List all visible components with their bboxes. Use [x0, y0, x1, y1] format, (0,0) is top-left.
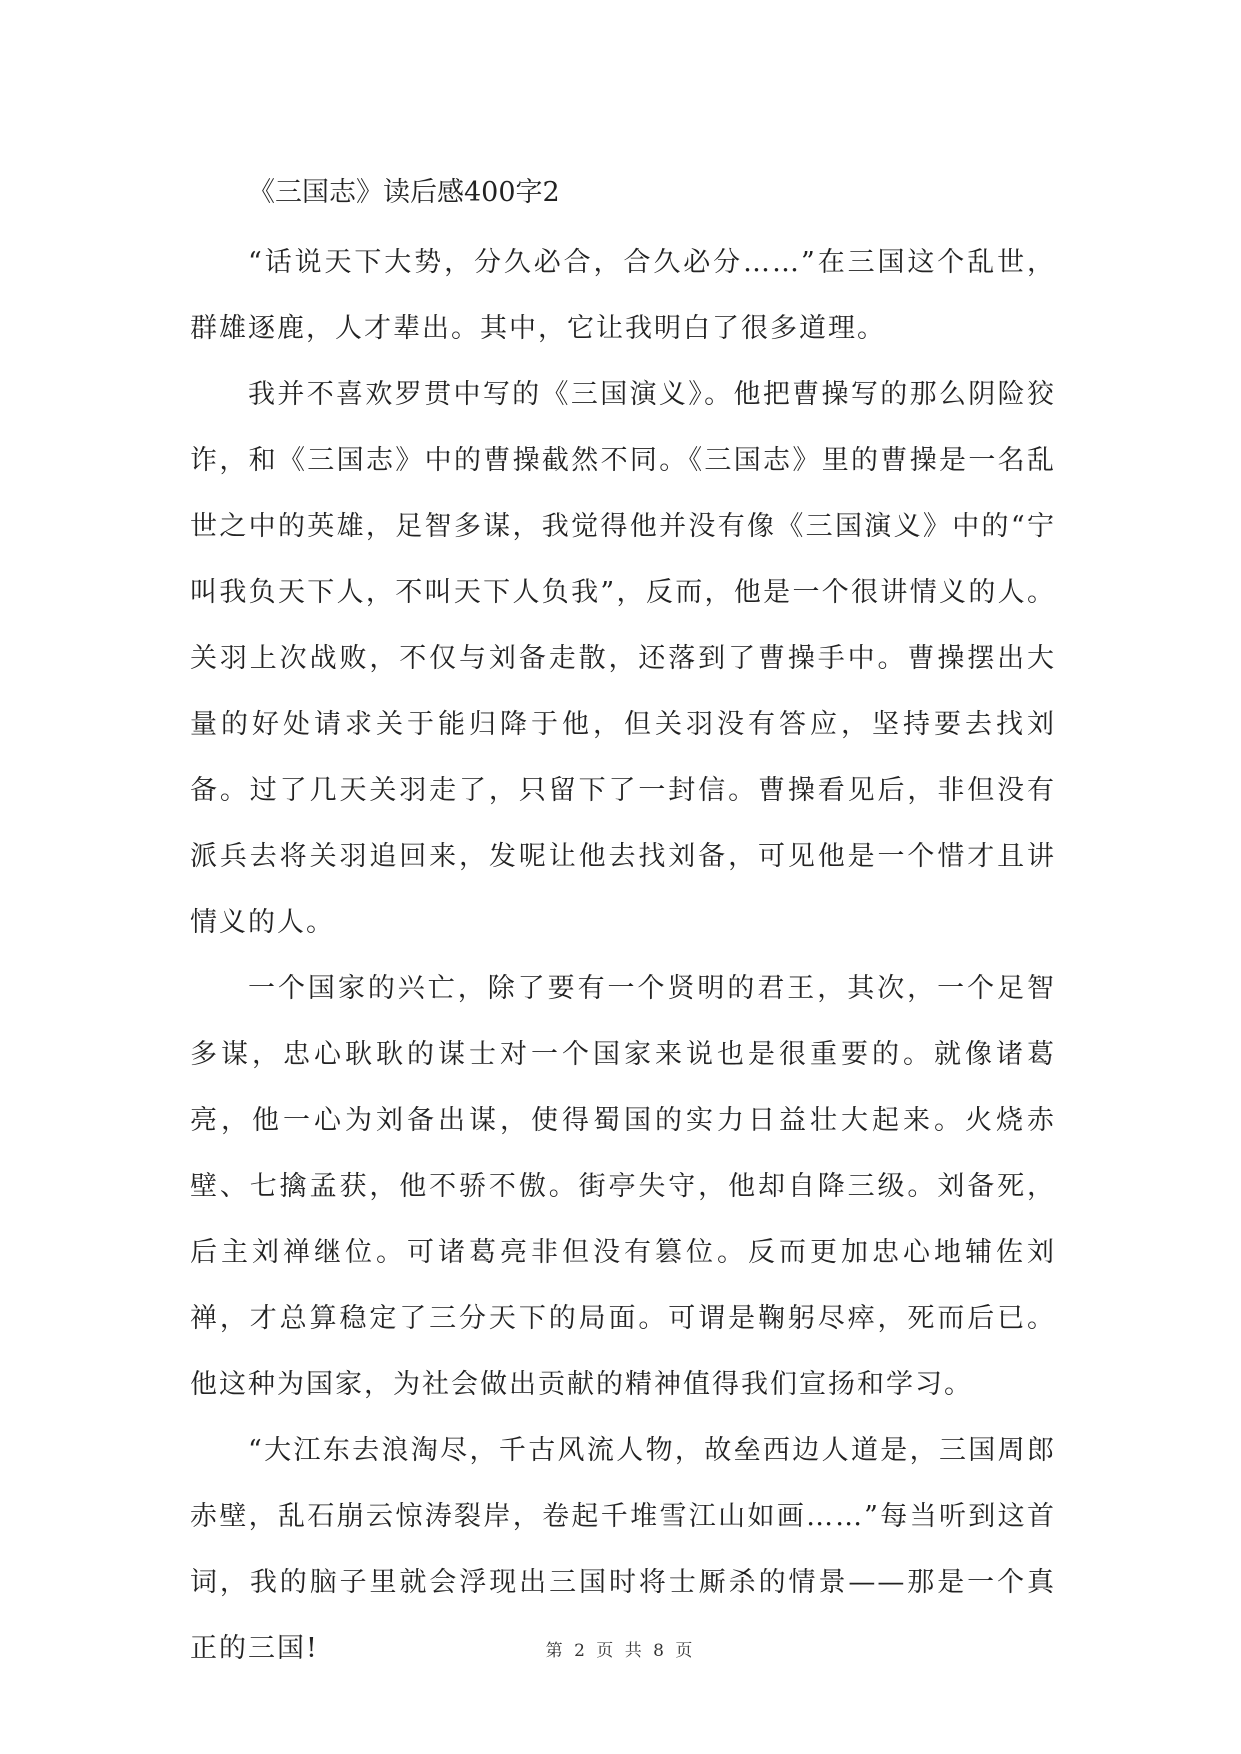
paragraph-3: 一个国家的兴亡，除了要有一个贤明的君王，其次，一个足智多谋，忠心耿耿的谋士对一个国家来说也是很重要的。就像诸葛亮，他一心为刘备出谋，使得蜀国的实力日益壮大起来。火烧赤壁、七擒孟获，他不骄不傲。街亭失守，他却自降三级。刘备死，后主刘禅继位。可诸葛亮非但没有篡位。反而更加忠心地辅佐刘禅，才总算稳定了三分天下的局面。可谓是鞠躬尽瘁，死而后已。他这种为国家，为社会做出贡献的精神值得我们宣扬和学习。 [190, 973, 1056, 1400]
document-body [190, 160, 1056, 1682]
paragraph-2: 我并不喜欢罗贯中写的《三国演义》。他把曹操写的那么阴险狡诈，和《三国志》中的曹操截然不同。《三国志》里的曹操是一名乱世之中的英雄，足智多谋，我觉得他并没有像《三国演义》中的“宁叫我负天下人，不叫天下人负我”，反而，他是一个很讲情义的人。关羽上次战败，不仅与刘备走散，还落到了曹操手中。曹操摆出大量的好处请求关于能归降于他，但关羽没有答应，坚持要去找刘备。过了几天关羽走了，只留下了一封信。曹操看见后，非但没有派兵去将关羽追回来，发呢让他去找刘备，可见他是一个惜才且讲情义的人。 [190, 379, 1056, 938]
page-number: 第 2 页 共 8 页 [545, 1641, 696, 1661]
essay-title: 《三国志》读后感400字2 [248, 177, 560, 208]
paragraph-1: “话说天下大势，分久必合，合久必分……”在三国这个乱世，群雄逐鹿，人才辈出。其中，它让我明白了很多道理。 [190, 247, 1056, 344]
paragraph-4: “大江东去浪淘尽，千古风流人物，故垒西边人道是，三国周郎赤壁，乱石崩云惊涛裂岸，卷起千堆雪江山如画……”每当听到这首词，我的脑子里就会浮现出三国时将士厮杀的情景——那是一个真正的三国! [190, 1435, 1056, 1664]
